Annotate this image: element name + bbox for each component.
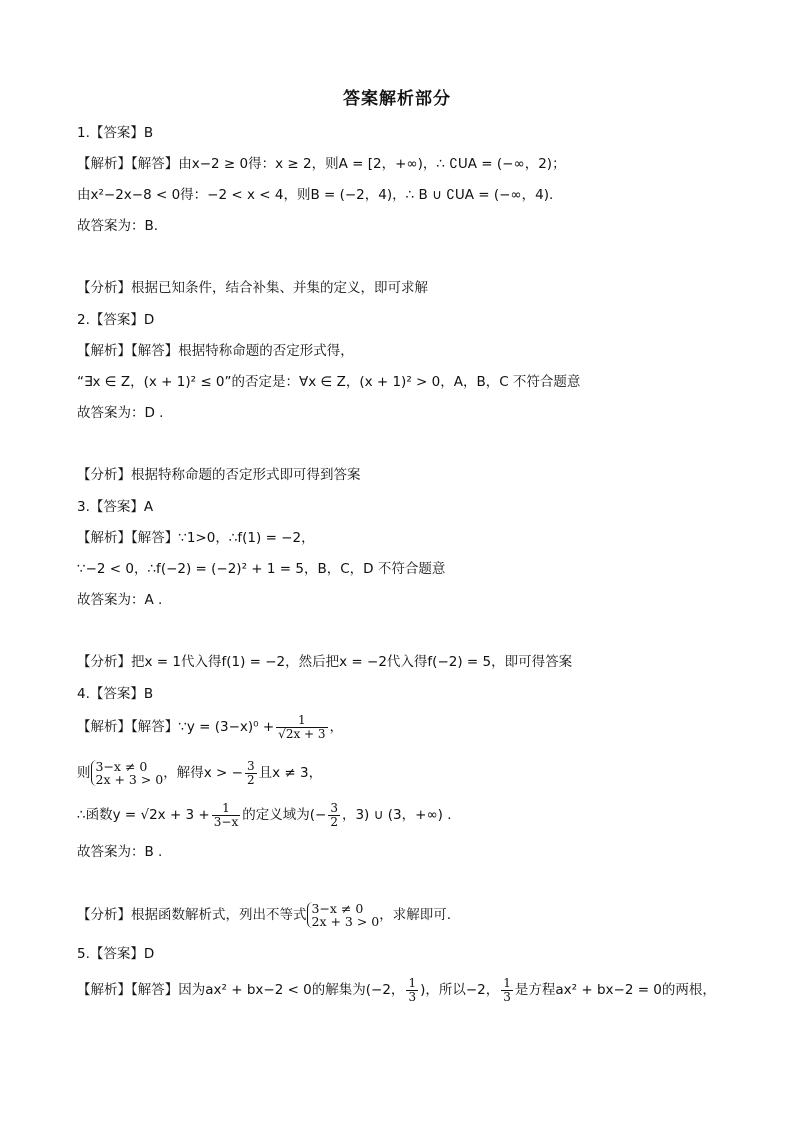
- q4-solution-line-1: [77, 712, 343, 742]
- q3-solution-line-1: 【解析】【解答】∵1>0，∴f(1) = −2，: [77, 530, 315, 546]
- q3-analysis: 【分析】把x = 1代入得f(1) = −2，然后把x = −2代入得f(−2) = 5，即可得答案: [77, 654, 573, 670]
- q5-sol-prefix: 【解析】【解答】因为ax² + bx−2 < 0的解集为(−2，: [77, 982, 405, 998]
- fraction-numerator: 3: [330, 800, 338, 815]
- fraction-denominator: 2: [246, 772, 255, 787]
- q4-analysis: [77, 899, 451, 931]
- q4-sol3-suffix: ，3) ∪ (3，+∞) .: [341, 807, 452, 823]
- q4-analysis-suffix: ，求解即可.: [379, 907, 452, 923]
- system-row: 2x + 3 > 0: [95, 772, 164, 787]
- q2-solution-line-1: 【解析】【解答】根据特称命题的否定形式得，: [77, 343, 354, 359]
- fraction-numerator: 1: [408, 975, 417, 990]
- fraction-denominator: 3: [408, 989, 417, 1004]
- system-row: 3−x ≠ 0: [311, 901, 364, 916]
- q4-sol1-suffix: ，: [329, 719, 344, 735]
- system-row: 3−x ≠ 0: [95, 759, 148, 774]
- q3-answer: 3.【答案】A: [77, 499, 154, 515]
- q4-sol2-suffix: 且x ≠ 3，: [258, 765, 323, 781]
- fraction-numerator: 1: [212, 802, 240, 816]
- q5-answer: 5.【答案】D: [77, 946, 155, 962]
- q1-analysis: 【分析】根据已知条件，结合补集、并集的定义，即可求解: [77, 280, 428, 296]
- fraction-denominator: √2x + 3: [278, 726, 326, 741]
- q4-sol1-prefix: 【解析】【解答】∵y = (3−x)⁰ +: [77, 719, 275, 735]
- q1-conclusion: 故答案为：B.: [77, 218, 159, 234]
- q3-solution-line-2: ∵−2 < 0，∴f(−2) = (−2)² + 1 = 5，B，C，D 不符合题意: [77, 561, 446, 577]
- q2-answer: 2.【答案】D: [77, 312, 155, 328]
- q1-answer: 1.【答案】B: [77, 125, 154, 141]
- q5-sol-suffix: 是方程ax² + bx−2 = 0的两根，: [514, 982, 716, 998]
- q5-fraction: [406, 977, 418, 1004]
- q4-sol3-fraction: [212, 802, 240, 829]
- fraction-denominator: 3−x: [213, 814, 239, 829]
- inequality-system: [307, 902, 380, 928]
- q3-conclusion: 故答案为：A .: [77, 592, 163, 608]
- inequality-system: [91, 760, 164, 786]
- q4-sol3-fraction-2: [328, 802, 340, 829]
- q4-solution-line-2: [77, 757, 322, 789]
- q4-sol2-fraction: [245, 760, 257, 787]
- q4-sol3-prefix: ∴函数y = √2x + 3 +: [77, 807, 210, 823]
- fraction-numerator: 1: [276, 714, 327, 728]
- q4-sol1-fraction: [276, 714, 327, 741]
- q5-sol-mid: )，所以−2，: [420, 982, 500, 998]
- fraction-numerator: 3: [246, 758, 255, 773]
- q1-solution-line-1: 【解析】【解答】由x−2 ≥ 0得：x ≥ 2，则A = [2，+∞)，∴ ∁UA = (−∞，2)；: [77, 156, 566, 172]
- q4-sol2-prefix: 则: [77, 765, 91, 781]
- q4-analysis-prefix: 【分析】根据函数解析式，列出不等式: [77, 907, 307, 923]
- q2-conclusion: 故答案为：D .: [77, 405, 164, 421]
- q2-analysis: 【分析】根据特称命题的否定形式即可得到答案: [77, 467, 361, 483]
- q1-solution-line-2: 由x²−2x−8 < 0得：−2 < x < 4，则B = (−2，4)，∴ B ∪ ∁UA = (−∞，4).: [77, 187, 554, 203]
- fraction-denominator: 3: [503, 989, 511, 1004]
- q4-solution-line-3: [77, 799, 452, 831]
- q4-sol3-mid: 的定义域为(−: [242, 807, 327, 823]
- fraction-numerator: 1: [503, 975, 511, 990]
- page-title: 答案解析部分: [343, 89, 451, 109]
- q4-answer: 4.【答案】B: [77, 686, 154, 702]
- q5-fraction-2: [501, 977, 513, 1004]
- q5-solution-line-1: [77, 974, 716, 1006]
- q4-sol2-mid: ，解得x > −: [163, 765, 243, 781]
- fraction-denominator: 2: [330, 814, 338, 829]
- system-row: 2x + 3 > 0: [311, 914, 380, 929]
- q2-solution-line-2: “∃x ∈ Z，(x + 1)² ≤ 0”的否定是：∀x ∈ Z，(x + 1)² > 0，A，B，C 不符合题意: [77, 374, 581, 390]
- q4-conclusion: 故答案为：B .: [77, 844, 163, 860]
